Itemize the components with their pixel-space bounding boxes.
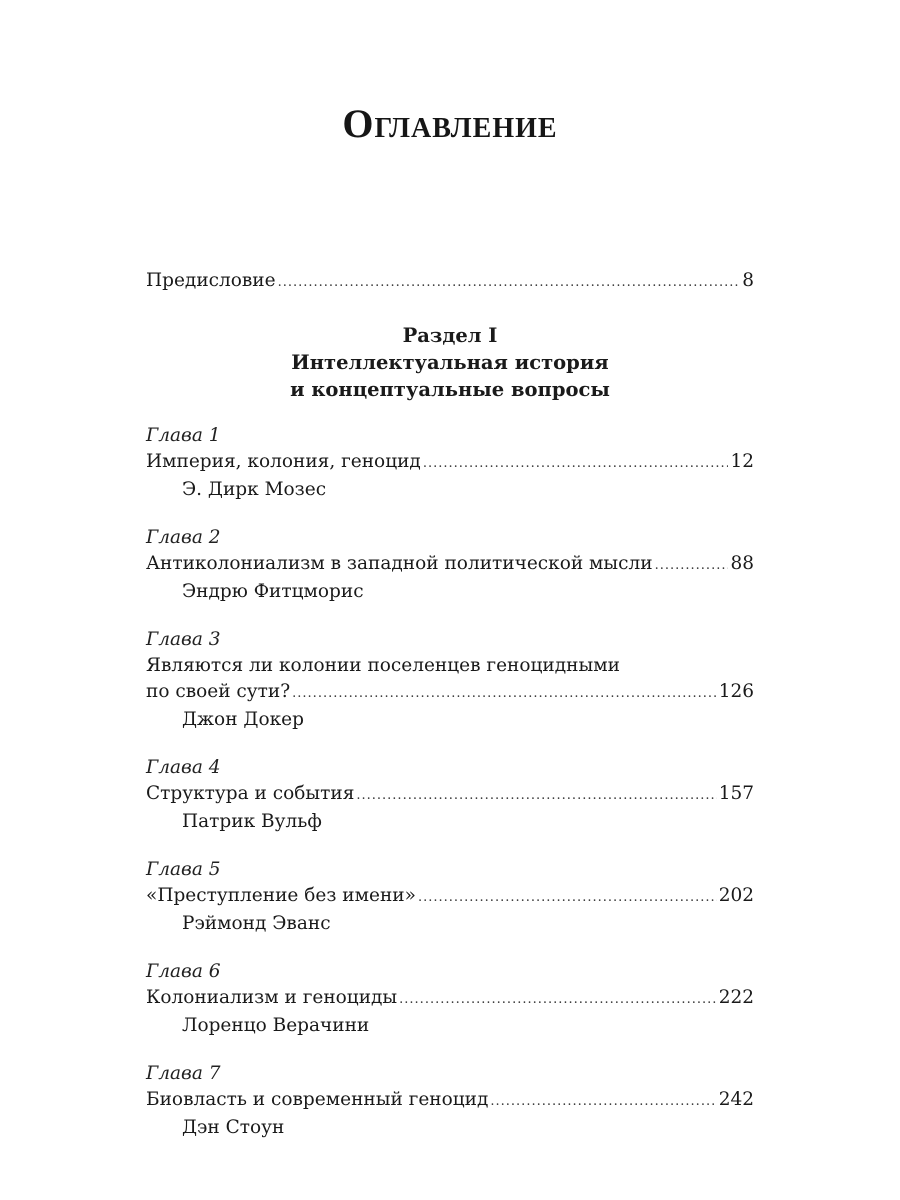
leader-dots: [292, 679, 717, 707]
leader-dots: [418, 883, 717, 911]
chapter-author: Рэймонд Эванс: [182, 913, 331, 934]
section-number: Раздел I: [402, 324, 498, 347]
toc-page-number: 12: [730, 451, 754, 472]
leader-dots: [278, 268, 741, 296]
toc-chapter[interactable]: [146, 423, 754, 503]
toc-chapter[interactable]: [146, 755, 754, 835]
chapter-label: Глава 6: [146, 961, 221, 982]
toc-chapter[interactable]: [146, 525, 754, 605]
toc-page-number: 157: [718, 783, 754, 804]
toc-entry[interactable]: [146, 781, 754, 809]
toc-page-number: 8: [742, 270, 754, 291]
chapter-label: Глава 3: [146, 629, 221, 650]
toc-entry[interactable]: [146, 449, 754, 477]
toc-chapter[interactable]: [146, 627, 754, 733]
section-title-line: Интеллектуальная история: [291, 351, 609, 374]
toc-entry[interactable]: [146, 551, 754, 579]
toc-page-number: 126: [718, 681, 754, 702]
toc-page-number: 88: [730, 553, 754, 574]
toc-entry-title: «Преступление без имени»: [146, 885, 416, 906]
table-of-contents: [146, 268, 754, 1163]
toc-entry-title: Антиколониализм в западной политической мысли: [146, 553, 653, 574]
chapter-author: Эндрю Фитцморис: [182, 581, 364, 602]
chapter-label: Глава 4: [146, 757, 221, 778]
toc-chapter[interactable]: [146, 1061, 754, 1141]
chapter-author: Э. Дирк Мозес: [182, 479, 327, 500]
toc-entry-title: Структура и события: [146, 783, 355, 804]
section-title-line: и концептуальные вопросы: [290, 378, 610, 401]
leader-dots: [423, 449, 729, 477]
chapter-author: Патрик Вульф: [182, 811, 322, 832]
chapter-author: Дэн Стоун: [182, 1117, 285, 1138]
toc-entry-title: Колониализм и геноциды: [146, 987, 398, 1008]
toc-chapter[interactable]: [146, 959, 754, 1039]
toc-page-number: 242: [718, 1089, 754, 1110]
chapter-label: Глава 5: [146, 859, 221, 880]
toc-page-number: 222: [718, 987, 754, 1008]
toc-chapter[interactable]: [146, 857, 754, 937]
toc-entry[interactable]: [146, 679, 754, 707]
leader-dots: [399, 985, 717, 1013]
toc-entry[interactable]: [146, 1087, 754, 1115]
chapter-label: Глава 2: [146, 527, 221, 548]
leader-dots: [490, 1087, 716, 1115]
toc-entry-title: Предисловие: [146, 270, 276, 291]
chapter-author: Джон Докер: [182, 709, 304, 730]
section-heading: [146, 322, 754, 403]
page-title: Оглавление: [342, 101, 558, 146]
chapter-label: Глава 7: [146, 1063, 221, 1084]
toc-entry[interactable]: [146, 985, 754, 1013]
toc-entry[interactable]: [146, 883, 754, 911]
toc-entry-preface[interactable]: [146, 268, 754, 296]
chapter-author: Лоренцо Верачини: [182, 1015, 370, 1036]
toc-entry-title: по своей сути?: [146, 681, 291, 702]
leader-dots: [655, 551, 729, 579]
toc-entry-title: Биовласть и современный геноцид: [146, 1089, 489, 1110]
chapter-label: Глава 1: [146, 425, 221, 446]
toc-entry-title: Империя, колония, геноцид: [146, 451, 421, 472]
toc-entry-title: Являются ли колонии поселенцев геноцидными: [146, 655, 620, 676]
toc-page-number: 202: [718, 885, 754, 906]
leader-dots: [356, 781, 716, 809]
